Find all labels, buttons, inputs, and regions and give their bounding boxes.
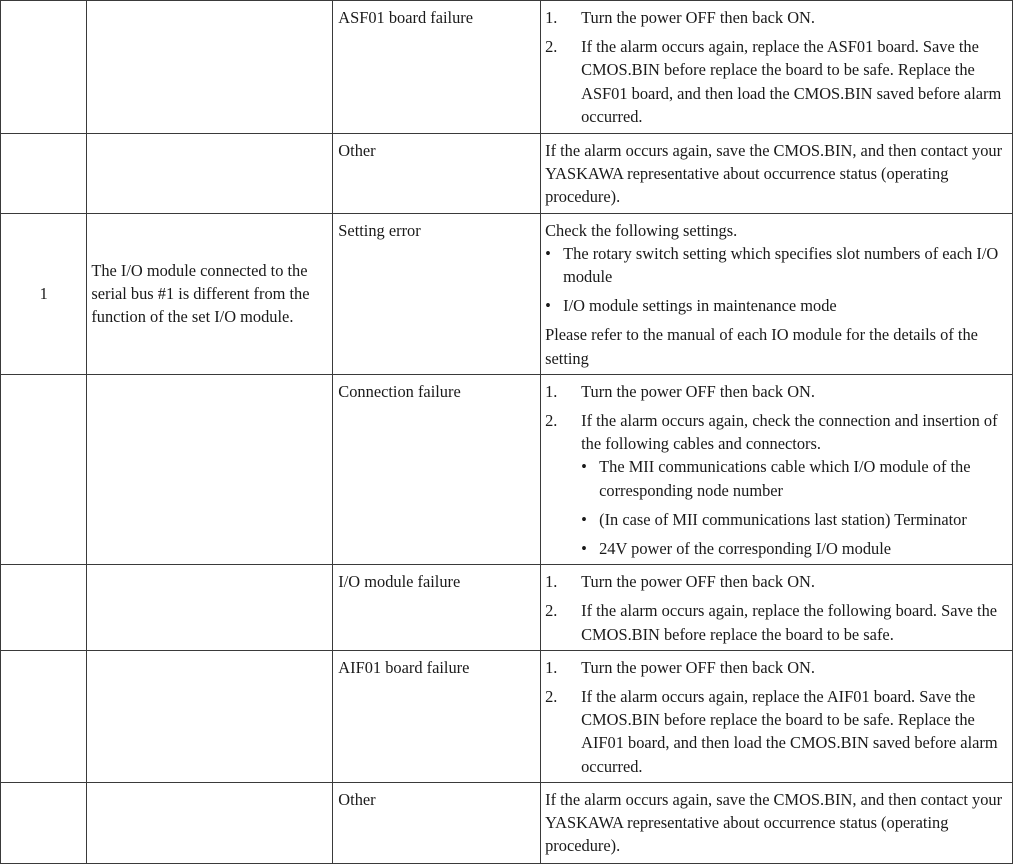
step-number: 2. [545, 37, 558, 57]
step-text: If the alarm occurs again, check the connection and insertion of the following cables and connectors. [581, 411, 998, 454]
meaning-cell [87, 1, 333, 134]
bullet-icon: • [545, 243, 551, 263]
alarm-number-cell [1, 134, 87, 214]
meaning-cell [87, 213, 333, 374]
remedy-step [545, 6, 1010, 29]
remedy-step [545, 35, 1010, 128]
alarm-number-cell [1, 650, 87, 782]
cause-cell [333, 782, 541, 863]
remedy-text: If the alarm occurs again, save the CMOS.BIN, and then contact your YASKAWA representative about occurrence status (operating procedure). [545, 141, 1003, 207]
remedy-step [545, 570, 1010, 593]
step-text: Turn the power OFF then back ON. [581, 572, 815, 592]
step-number: 1. [545, 657, 558, 677]
cause-cell [333, 1, 541, 134]
remedy-intro: Check the following settings. [545, 220, 738, 240]
remedy-cell [541, 782, 1013, 863]
table-row [1, 650, 1013, 782]
remedy-step [545, 599, 1010, 645]
step-number: 2. [545, 601, 558, 621]
bullet-text: The MII communications cable which I/O module of the corresponding node number [599, 457, 971, 500]
meaning-cell [87, 565, 333, 651]
cause-cell [333, 134, 541, 214]
bullet-item [581, 508, 1010, 531]
remedy-cell [541, 650, 1013, 782]
cause-text: Other [338, 141, 376, 160]
remedy-cell [541, 1, 1013, 134]
remedy-step [545, 685, 1010, 778]
step-text: Turn the power OFF then back ON. [581, 657, 815, 677]
remedy-step [545, 380, 1010, 403]
cause-text: Connection failure [338, 381, 461, 401]
cause-text: Other [338, 789, 376, 809]
bullet-item [545, 294, 1010, 317]
remedy-cell [541, 134, 1013, 214]
bullet-icon: • [581, 509, 587, 529]
alarm-number: 1 [39, 284, 48, 304]
step-number: 1. [545, 572, 558, 592]
step-number: 1. [545, 8, 558, 27]
step-number: 2. [545, 411, 558, 431]
remedy-cell [541, 213, 1013, 374]
bullet-icon: • [581, 457, 587, 477]
remedy-text: If the alarm occurs again, save the CMOS.BIN, and then contact your YASKAWA representative about occurrence status (operating procedure). [545, 789, 1003, 856]
step-text: Turn the power OFF then back ON. [581, 8, 815, 27]
bullet-icon: • [581, 539, 587, 559]
table-row [1, 213, 1013, 374]
alarm-number-cell [1, 213, 87, 374]
cause-text: Setting error [338, 220, 421, 240]
step-text: Turn the power OFF then back ON. [581, 381, 815, 401]
alarm-number-cell [1, 1, 87, 134]
bullet-item [545, 242, 1010, 288]
cause-cell [333, 213, 541, 374]
alarm-number-cell [1, 782, 87, 863]
table-row [1, 1, 1013, 134]
step-number: 2. [545, 687, 558, 707]
cause-text: I/O module failure [338, 572, 461, 592]
bullet-icon: • [545, 296, 551, 316]
remedy-outro: Please refer to the manual of each IO module for the details of the setting [545, 325, 978, 368]
cause-cell [333, 565, 541, 651]
meaning-cell [87, 134, 333, 214]
cause-text: ASF01 board failure [338, 8, 474, 27]
bullet-text: The rotary switch setting which specifies slot numbers of each I/O module [563, 243, 999, 287]
meaning-cell [87, 374, 333, 564]
bullet-text: I/O module settings in maintenance mode [563, 296, 837, 316]
table-row [1, 134, 1013, 214]
alarm-number-cell [1, 374, 87, 564]
step-text: If the alarm occurs again, replace the following board. Save the CMOS.BIN before replace the board to be safe. [581, 601, 998, 644]
bullet-text: 24V power of the corresponding I/O module [599, 539, 892, 559]
bullet-text: (In case of MII communications last station) Terminator [599, 509, 967, 529]
bullet-item [581, 537, 1010, 560]
meaning-cell [87, 650, 333, 782]
alarm-number-cell [1, 565, 87, 651]
cause-cell [333, 650, 541, 782]
table-row [1, 374, 1013, 564]
table-row [1, 782, 1013, 863]
cause-text: AIF01 board failure [338, 657, 470, 677]
remedy-cell [541, 565, 1013, 651]
table-row [1, 565, 1013, 651]
remedy-step [545, 409, 1010, 560]
step-number: 1. [545, 381, 558, 401]
step-text: If the alarm occurs again, replace the AIF01 board. Save the CMOS.BIN before replace the board to be safe. Replace the AIF01 board, and then load the CMOS.BIN saved before alarm occurred. [581, 687, 998, 776]
remedy-cell [541, 374, 1013, 564]
bullet-item [581, 455, 1010, 501]
meaning-text: The I/O module connected to the serial bus #1 is different from the function of the set I/O module. [91, 260, 310, 327]
remedy-step [545, 656, 1010, 679]
step-text: If the alarm occurs again, replace the ASF01 board. Save the CMOS.BIN before replace the board to be safe. Replace the ASF01 board, and then load the CMOS.BIN saved before alarm occurred. [581, 37, 1002, 126]
cause-cell [333, 374, 541, 564]
meaning-cell [87, 782, 333, 863]
